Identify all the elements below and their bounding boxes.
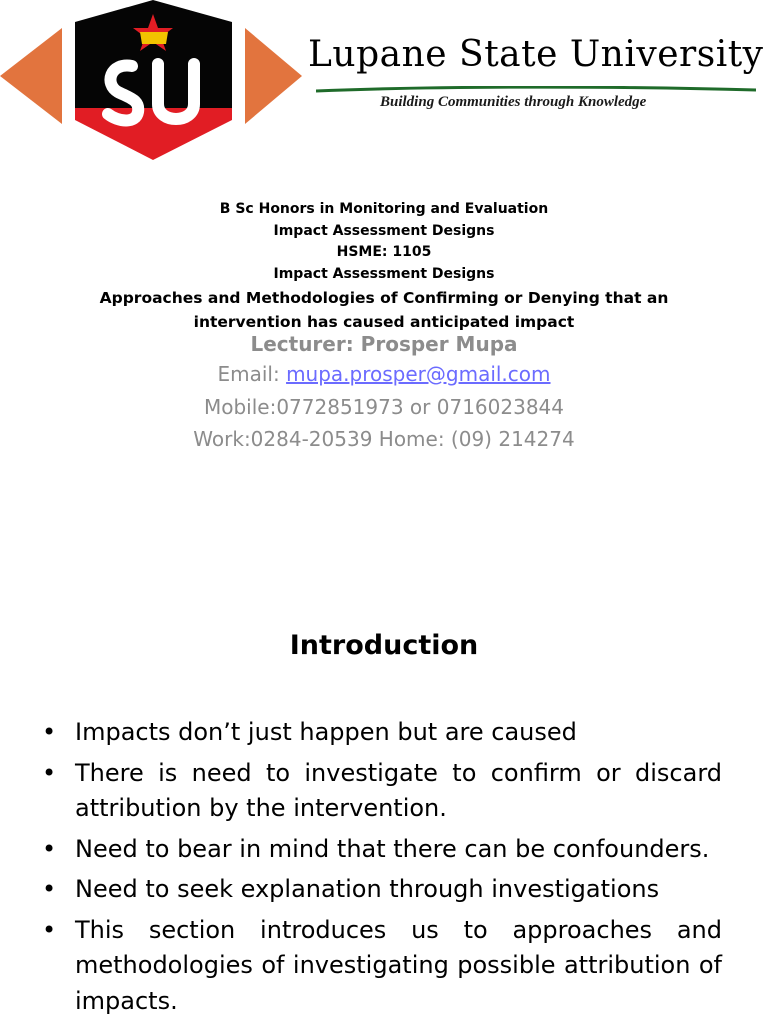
bullet-icon: • [42, 834, 57, 863]
bullet-text: This section introduces us to approaches and methodologies of investigating possible attribution of impacts. [75, 915, 722, 1015]
bullet-icon: • [42, 915, 57, 944]
list-item [42, 913, 722, 1020]
course-title-block [60, 199, 708, 333]
green-rule [316, 86, 756, 94]
list-item [42, 832, 722, 868]
bullet-icon: • [42, 875, 57, 903]
list-item [42, 715, 722, 751]
work-home-line: Work:0284-20539 Home: (09) 214274 [193, 427, 575, 451]
email-link[interactable]: mupa.prosper@gmail.com [286, 362, 551, 386]
introduction-bullet-list [42, 715, 722, 1024]
bullet-text: Need to bear in mind that there can be confounders. [75, 834, 710, 863]
bullet-icon: • [42, 718, 57, 746]
contact-block [60, 330, 708, 456]
lecturer-name: Lecturer: Prosper Mupa [250, 332, 518, 356]
mobile-line: Mobile:0772851973 or 0716023844 [203, 394, 564, 419]
course-title: Impact Assessment Designs [273, 222, 495, 239]
course-code: HSME: 1105 [336, 244, 432, 260]
list-item [42, 872, 722, 908]
email-label: Email: [217, 362, 287, 386]
university-tagline: Building Communities through Knowledge [380, 94, 647, 110]
university-name: Lupane State University [308, 34, 764, 75]
bullet-text: Impacts don’t just happen but are caused [75, 718, 577, 746]
header [0, 0, 768, 170]
bullet-text: Need to seek explanation through investigations [75, 875, 660, 903]
subtitle-line-2: intervention has caused anticipated impact [193, 313, 575, 331]
programme-title: B Sc Honors in Monitoring and Evaluation [219, 201, 549, 217]
bullet-text: There is need to investigate to confirm or discard attribution by the intervention. [75, 758, 722, 822]
bullet-icon: • [42, 758, 57, 787]
university-logo [0, 0, 310, 170]
introduction-heading: Introduction [289, 630, 479, 661]
email-line [60, 358, 708, 391]
list-item [42, 756, 722, 827]
topic-title: Impact Assessment Designs [273, 265, 495, 282]
subtitle-line-1: Approaches and Methodologies of Confirming or Denying that an [99, 289, 669, 307]
